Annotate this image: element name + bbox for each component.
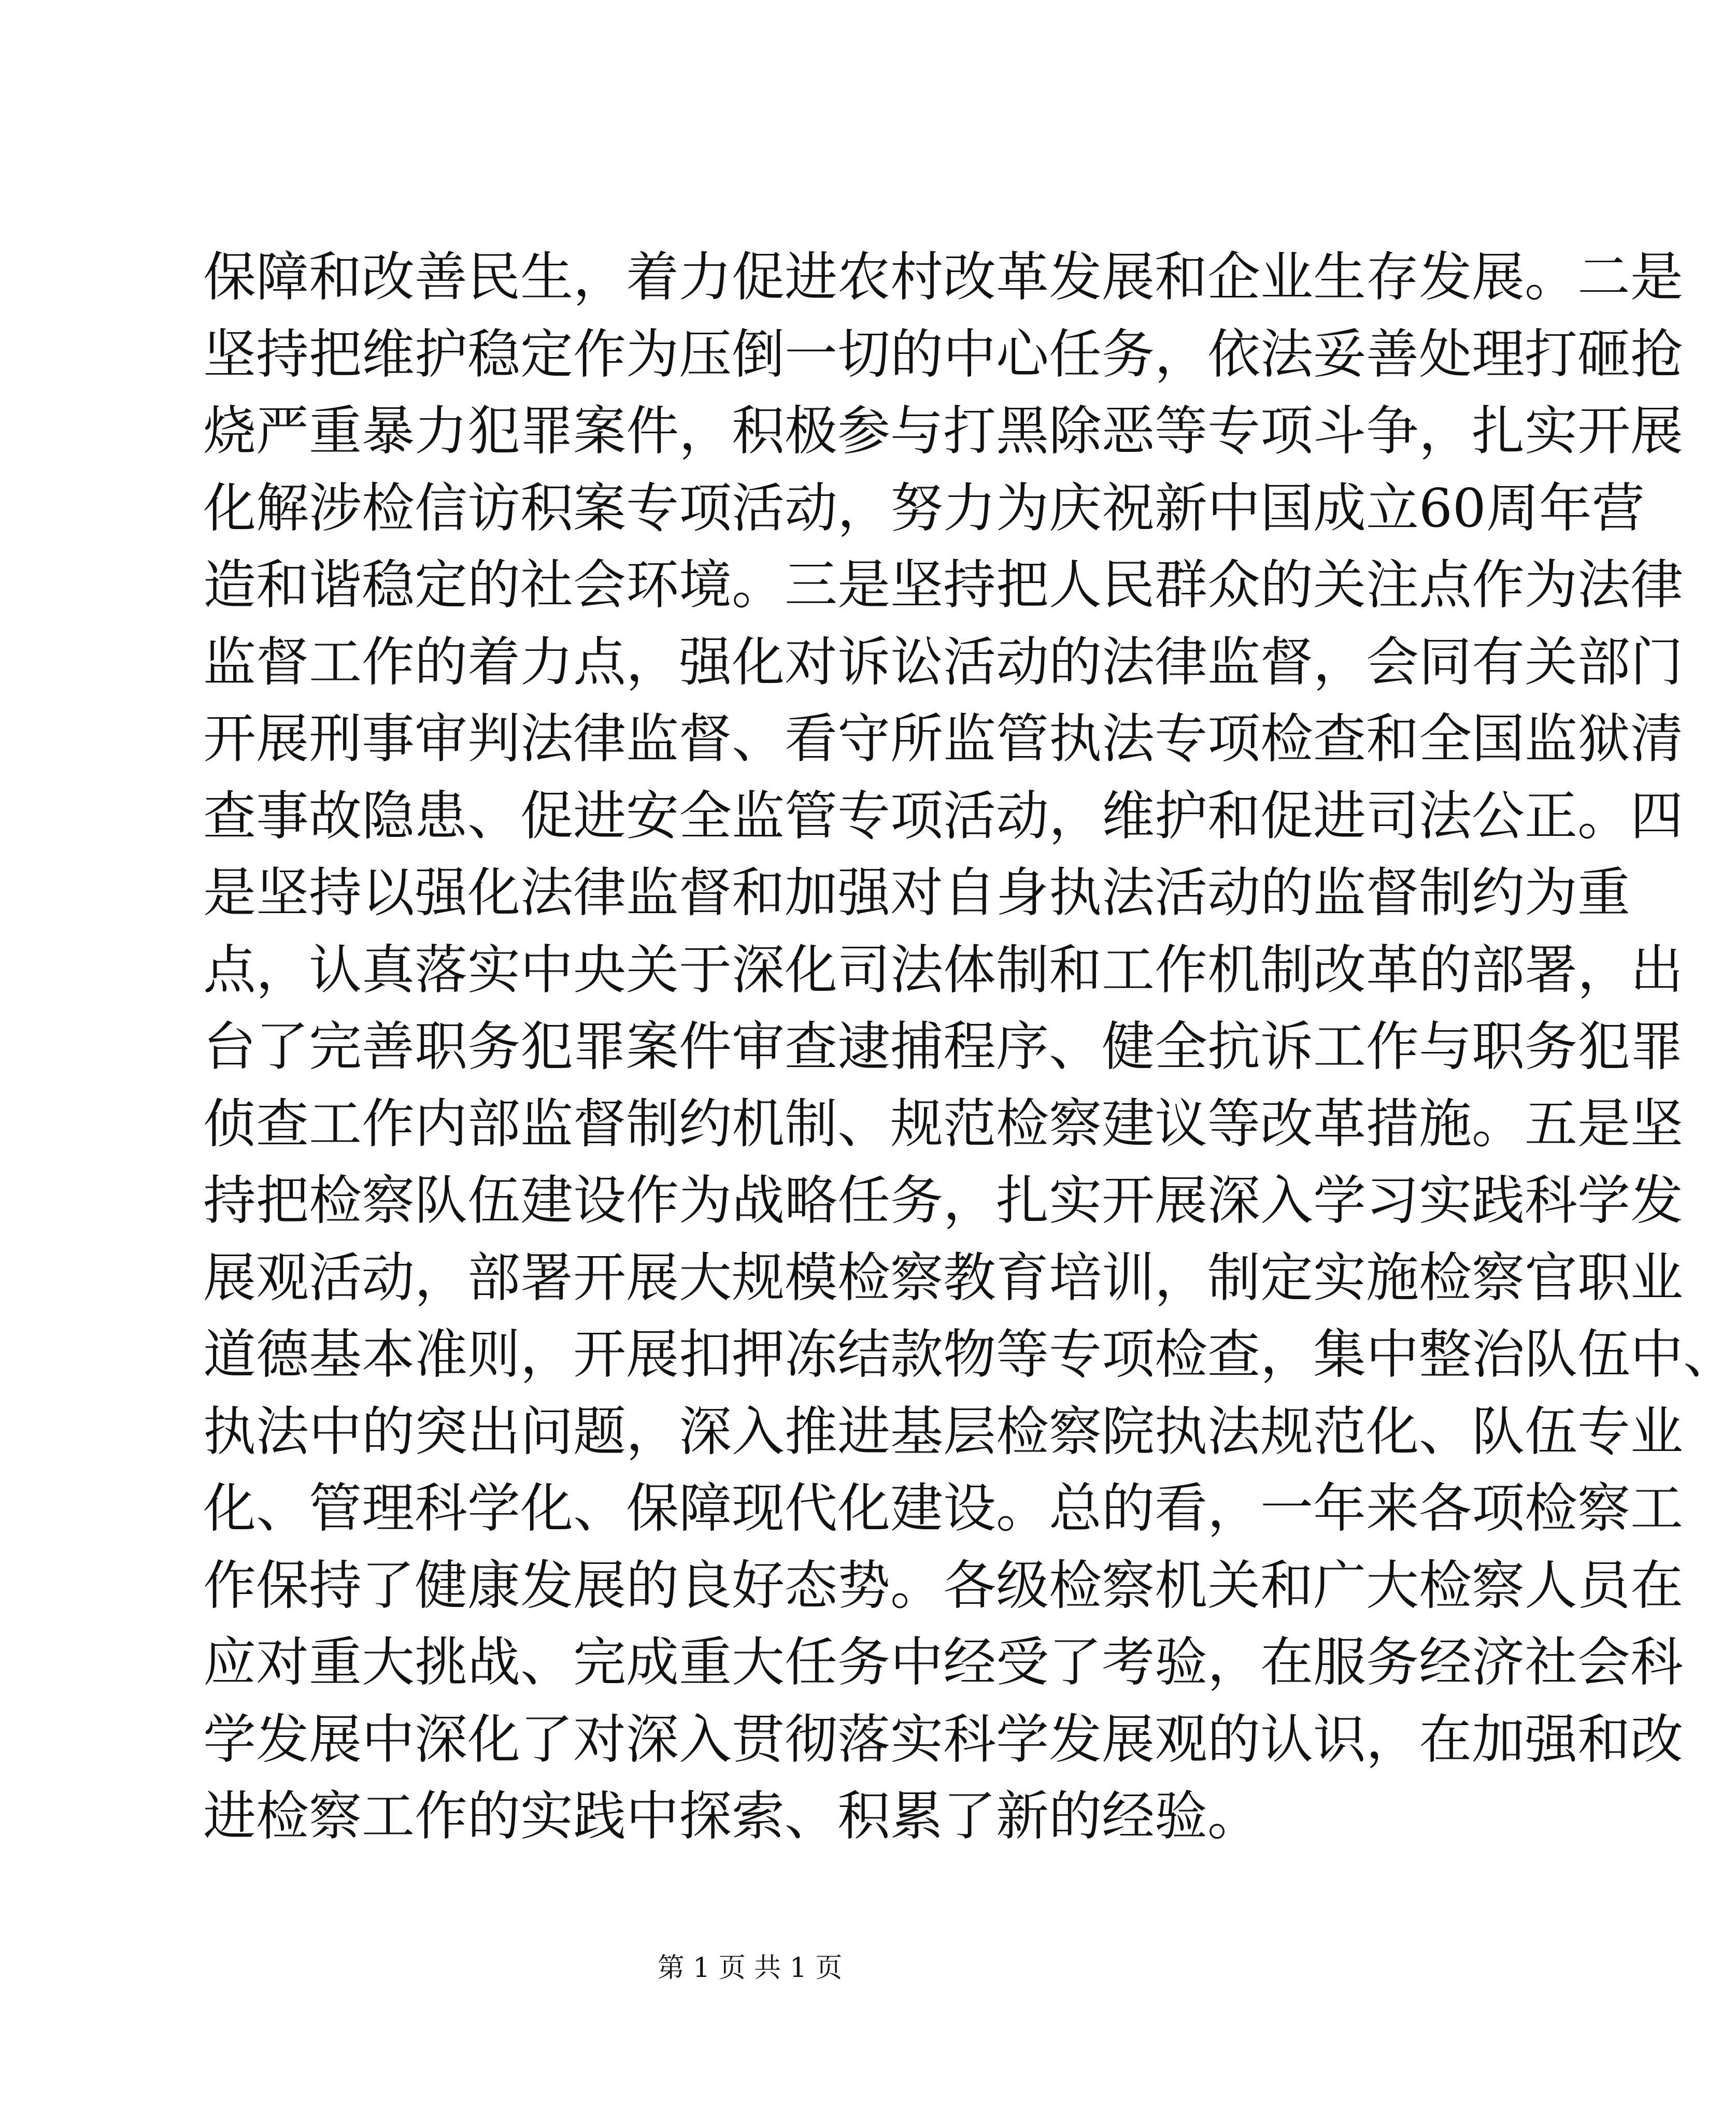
text-line: 坚持把维护稳定作为压倒一切的中心任务，依法妥善处理打砸抢 [203, 323, 1683, 386]
text-line: 造和谐稳定的社会环境。三是坚持把人民群众的关注点作为法律 [203, 554, 1683, 616]
text-line: 是坚持以强化法律监督和加强对自身执法活动的监督制约为重 [203, 862, 1630, 924]
body-paragraph [203, 239, 1736, 1856]
text-line: 台了完善职务犯罪案件审查逮捕程序、健全抗诉工作与职务犯罪 [203, 1016, 1683, 1078]
text-line: 道德基本准则，开展扣押冻结款物等专项检查，集中整治队伍中、 [203, 1324, 1736, 1386]
text-line: 烧严重暴力犯罪案件，积极参与打黑除恶等专项斗争，扎实开展 [203, 401, 1683, 462]
text-line: 点，认真落实中央关于深化司法体制和工作机制改革的部署，出 [203, 939, 1683, 1001]
text-line: 执法中的突出问题，深入推进基层检察院执法规范化、队伍专业 [203, 1401, 1683, 1463]
text-line: 侦查工作内部监督制约机制、规范检察建议等改革措施。五是坚 [203, 1093, 1683, 1155]
text-line: 查事故隐患、促进安全监管专项活动，维护和促进司法公正。四 [203, 785, 1683, 847]
text-line: 作保持了健康发展的良好态势。各级检察机关和广大检察人员在 [203, 1555, 1683, 1617]
text-line: 化解涉检信访积案专项活动，努力为庆祝新中国成立60周年营 [203, 477, 1645, 539]
text-line: 保障和改善民生，着力促进农村改革发展和企业生存发展。二是 [203, 247, 1683, 308]
text-line: 应对重大挑战、完成重大任务中经受了考验，在服务经济社会科 [203, 1632, 1683, 1693]
text-line: 学发展中深化了对深入贯彻落实科学发展观的认识，在加强和改 [203, 1709, 1683, 1771]
text-line: 进检察工作的实践中探索、积累了新的经验。 [203, 1786, 1260, 1847]
text-line: 化、管理科学化、保障现代化建设。总的看，一年来各项检察工 [203, 1478, 1683, 1540]
text-line: 展观活动，部署开展大规模检察教育培训，制定实施检察官职业 [203, 1247, 1683, 1309]
text-line: 开展刑事审判法律监督、看守所监管执法专项检查和全国监狱清 [203, 708, 1683, 770]
page-footer: 第 1 页 共 1 页 [657, 1953, 843, 1984]
text-line: 监督工作的着力点，强化对诉讼活动的法律监督，会同有关部门 [203, 631, 1683, 693]
text-line: 持把检察队伍建设作为战略任务，扎实开展深入学习实践科学发 [203, 1170, 1683, 1232]
